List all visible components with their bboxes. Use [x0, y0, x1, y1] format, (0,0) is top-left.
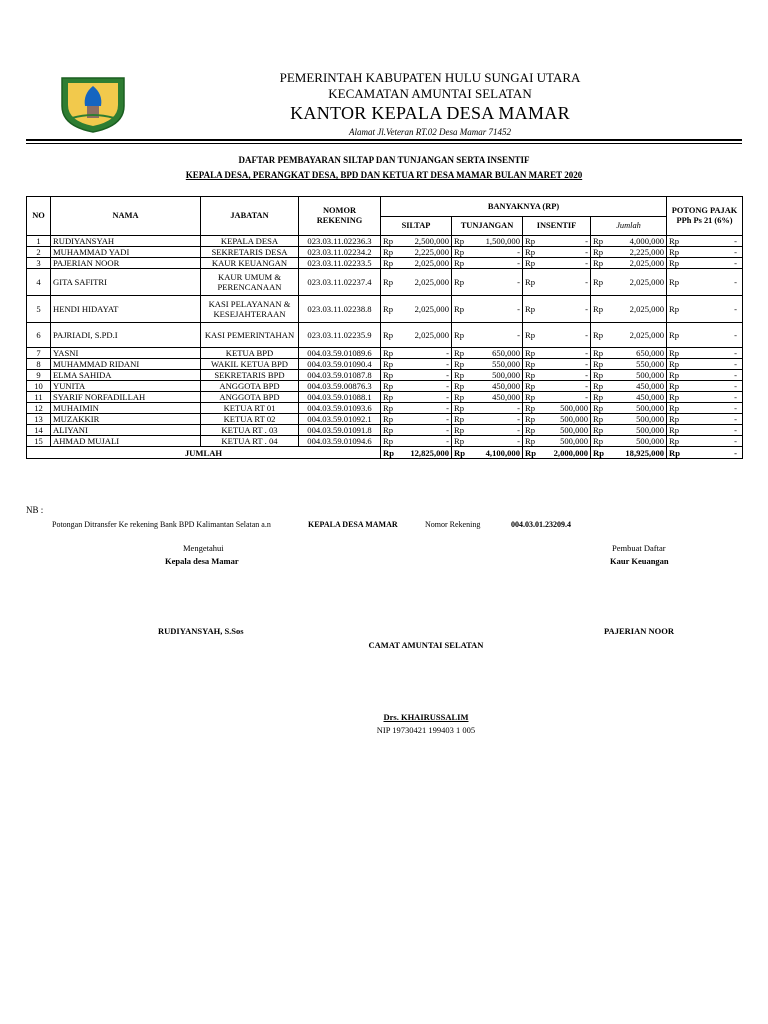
row-jabatan: ANGGOTA BPD — [201, 381, 299, 392]
row-tunjangan: - — [468, 414, 523, 425]
currency-label: Rp — [452, 269, 468, 296]
row-insentif: - — [539, 348, 591, 359]
currency-label: Rp — [591, 436, 607, 447]
currency-label: Rp — [523, 436, 539, 447]
currency-label: Rp — [452, 436, 468, 447]
row-insentif: - — [539, 381, 591, 392]
row-insentif: 500,000 — [539, 414, 591, 425]
currency-label: Rp — [591, 296, 607, 323]
row-insentif: 500,000 — [539, 436, 591, 447]
row-pajak: Rp - — [667, 247, 743, 258]
right-signature-title: Pembuat Daftar — [612, 543, 666, 553]
currency-label: Rp — [452, 381, 468, 392]
row-jabatan: KASI PELAYANAN & KESEJAHTERAAN — [201, 296, 299, 323]
row-nama: MUZAKKIR — [51, 414, 201, 425]
table-row — [27, 381, 743, 392]
currency-label: Rp — [381, 425, 397, 436]
total-label: JUMLAH — [27, 447, 381, 459]
total-tunjangan: 4,100,000 — [468, 447, 523, 459]
row-nama: MUHAMMAD YADI — [51, 247, 201, 258]
currency-label: Rp — [452, 447, 468, 459]
currency-label: Rp — [591, 392, 607, 403]
currency-label: Rp — [523, 236, 539, 247]
row-pajak: Rp - — [667, 370, 743, 381]
header-no: NO — [27, 197, 51, 236]
row-insentif: - — [539, 392, 591, 403]
currency-label: Rp — [381, 447, 397, 459]
currency-label: Rp — [381, 247, 397, 258]
currency-label: Rp — [381, 236, 397, 247]
currency-label: Rp — [381, 296, 397, 323]
currency-label: Rp — [591, 381, 607, 392]
row-rekening: 004.03.59.01087.8 — [299, 370, 381, 381]
currency-label: Rp — [381, 269, 397, 296]
row-insentif: - — [539, 296, 591, 323]
row-insentif: - — [539, 370, 591, 381]
table-row — [27, 296, 743, 323]
payment-table — [26, 196, 743, 459]
row-tunjangan: 550,000 — [468, 359, 523, 370]
currency-label: Rp — [381, 258, 397, 269]
currency-label: Rp — [523, 414, 539, 425]
row-nama: ELMA SAHIDA — [51, 370, 201, 381]
letterhead-district: KECAMATAN AMUNTAI SELATAN — [328, 86, 532, 101]
currency-label: Rp — [591, 236, 607, 247]
row-jabatan: ANGGOTA BPD — [201, 392, 299, 403]
row-pajak: Rp - — [667, 359, 743, 370]
row-jumlah: 2,025,000 — [607, 323, 667, 348]
row-tunjangan: 500,000 — [468, 370, 523, 381]
table-row — [27, 258, 743, 269]
row-tunjangan: 650,000 — [468, 348, 523, 359]
row-siltap: 2,500,000 — [397, 236, 452, 247]
row-jabatan: KETUA BPD — [201, 348, 299, 359]
document-title: DAFTAR PEMBAYARAN SILTAP DAN TUNJANGAN SERTA INSENTIF — [238, 155, 530, 165]
currency-label: Rp — [452, 323, 468, 348]
row-pajak: Rp - — [667, 414, 743, 425]
row-jumlah: 4,000,000 — [607, 236, 667, 247]
row-no: 6 — [27, 323, 51, 348]
row-siltap: 2,025,000 — [397, 296, 452, 323]
row-nama: RUDIYANSYAH — [51, 236, 201, 247]
letterhead-address: Alamat Jl.Veteran RT.02 Desa Mamar 71452 — [348, 127, 512, 137]
letterhead-office: KANTOR KEPALA DESA MAMAR — [290, 103, 570, 123]
currency-label: Rp — [381, 381, 397, 392]
header-nama: NAMA — [51, 197, 201, 236]
row-jabatan: KETUA RT . 04 — [201, 436, 299, 447]
letterhead-divider — [26, 139, 742, 141]
table-row — [27, 392, 743, 403]
table-row — [27, 403, 743, 414]
row-jumlah: 450,000 — [607, 381, 667, 392]
table-row — [27, 436, 743, 447]
row-siltap: - — [397, 392, 452, 403]
currency-label: Rp — [523, 447, 539, 459]
row-insentif: 500,000 — [539, 403, 591, 414]
row-nama: GITA SAFITRI — [51, 269, 201, 296]
row-siltap: 2,025,000 — [397, 258, 452, 269]
total-pajak: Rp - — [667, 447, 743, 459]
row-siltap: 2,225,000 — [397, 247, 452, 258]
row-pajak: Rp - — [667, 296, 743, 323]
currency-label: Rp — [591, 258, 607, 269]
left-signature-role: Kepala desa Mamar — [165, 556, 239, 566]
row-siltap: - — [397, 370, 452, 381]
left-signature-title: Mengetahui — [183, 543, 224, 553]
row-nama: AHMAD MUJALI — [51, 436, 201, 447]
currency-label: Rp — [381, 403, 397, 414]
header-jumlah: Jumlah — [591, 217, 667, 236]
row-pajak: Rp - — [667, 236, 743, 247]
header-rekening: NOMOR REKENING — [299, 197, 381, 236]
row-no: 11 — [27, 392, 51, 403]
table-row — [27, 247, 743, 258]
total-jumlah: 18,925,000 — [607, 447, 667, 459]
currency-label: Rp — [523, 359, 539, 370]
currency-label: Rp — [591, 414, 607, 425]
row-insentif: 500,000 — [539, 425, 591, 436]
currency-label: Rp — [452, 236, 468, 247]
account-label: Nomor Rekening — [425, 520, 481, 529]
currency-label: Rp — [523, 269, 539, 296]
row-pajak: Rp - — [667, 258, 743, 269]
row-rekening: 004.03.59.01094.6 — [299, 436, 381, 447]
row-pajak: Rp - — [667, 425, 743, 436]
header-siltap: SILTAP — [381, 217, 452, 236]
row-tunjangan: - — [468, 269, 523, 296]
currency-label: Rp — [523, 247, 539, 258]
row-jumlah: 450,000 — [607, 392, 667, 403]
row-rekening: 004.03.59.01090.4 — [299, 359, 381, 370]
row-insentif: - — [539, 359, 591, 370]
row-jumlah: 500,000 — [607, 370, 667, 381]
center-signature-name: Drs. KHAIRUSSALIM — [383, 712, 469, 722]
currency-label: Rp — [591, 403, 607, 414]
row-siltap: - — [397, 425, 452, 436]
row-rekening: 004.03.59.01088.1 — [299, 392, 381, 403]
row-nama: ALIYANI — [51, 425, 201, 436]
currency-label: Rp — [452, 348, 468, 359]
row-siltap: - — [397, 381, 452, 392]
currency-label: Rp — [591, 323, 607, 348]
currency-label: Rp — [523, 392, 539, 403]
row-insentif: - — [539, 247, 591, 258]
row-jabatan: KETUA RT . 03 — [201, 425, 299, 436]
currency-label: Rp — [452, 247, 468, 258]
row-nama: MUHAMMAD RIDANI — [51, 359, 201, 370]
row-rekening: 004.03.59.01092.1 — [299, 414, 381, 425]
center-signature-nip: NIP 19730421 199403 1 005 — [376, 725, 476, 735]
row-jabatan: KAUR UMUM & PERENCANAAN — [201, 269, 299, 296]
row-rekening: 004.03.59.01089.6 — [299, 348, 381, 359]
currency-label: Rp — [452, 258, 468, 269]
header-jabatan: JABATAN — [201, 197, 299, 236]
row-jumlah: 2,025,000 — [607, 258, 667, 269]
row-siltap: - — [397, 359, 452, 370]
currency-label: Rp — [452, 414, 468, 425]
header-banyaknya: BANYAKNYA (RP) — [381, 197, 667, 217]
row-siltap: - — [397, 436, 452, 447]
table-row — [27, 348, 743, 359]
row-siltap: 2,025,000 — [397, 269, 452, 296]
header-insentif: INSENTIF — [523, 217, 591, 236]
row-tunjangan: 450,000 — [468, 381, 523, 392]
currency-label: Rp — [452, 296, 468, 323]
document-subtitle: KEPALA DESA, PERANGKAT DESA, BPD DAN KETUA RT DESA MAMAR BULAN MARET 2020 — [185, 170, 583, 180]
currency-label: Rp — [381, 323, 397, 348]
row-tunjangan: - — [468, 296, 523, 323]
account-number: 004.03.01.23209.4 — [511, 520, 571, 529]
row-no: 10 — [27, 381, 51, 392]
row-tunjangan: - — [468, 323, 523, 348]
right-signature-role: Kaur Keuangan — [610, 556, 669, 566]
currency-label: Rp — [381, 392, 397, 403]
transfer-note: Potongan Ditransfer Ke rekening Bank BPD Kalimantan Selatan a.n — [52, 520, 271, 529]
regency-emblem-logo — [52, 72, 134, 134]
row-no: 9 — [27, 370, 51, 381]
row-nama: YUNITA — [51, 381, 201, 392]
row-no: 15 — [27, 436, 51, 447]
row-jumlah: 2,025,000 — [607, 296, 667, 323]
letterhead-divider-thin — [26, 143, 742, 144]
table-row — [27, 236, 743, 247]
currency-label: Rp — [452, 359, 468, 370]
row-no: 8 — [27, 359, 51, 370]
header-tunjangan: TUNJANGAN — [452, 217, 523, 236]
total-siltap: 12,825,000 — [397, 447, 452, 459]
table-row — [27, 359, 743, 370]
row-pajak: Rp - — [667, 348, 743, 359]
row-jabatan: KAUR KEUANGAN — [201, 258, 299, 269]
row-rekening: 023.03.11.02238.8 — [299, 296, 381, 323]
row-no: 12 — [27, 403, 51, 414]
currency-label: Rp — [452, 403, 468, 414]
currency-label: Rp — [381, 359, 397, 370]
table-row — [27, 370, 743, 381]
row-nama: SYARIF NORFADILLAH — [51, 392, 201, 403]
row-jumlah: 500,000 — [607, 414, 667, 425]
row-insentif: - — [539, 258, 591, 269]
row-jumlah: 2,025,000 — [607, 269, 667, 296]
nb-label: NB : — [26, 505, 44, 515]
currency-label: Rp — [452, 425, 468, 436]
row-rekening: 023.03.11.02234.2 — [299, 247, 381, 258]
row-nama: MUHAIMIN — [51, 403, 201, 414]
currency-label: Rp — [591, 370, 607, 381]
left-signature-name: RUDIYANSYAH, S.Sos — [158, 626, 244, 636]
row-no: 7 — [27, 348, 51, 359]
row-jumlah: 500,000 — [607, 403, 667, 414]
row-no: 2 — [27, 247, 51, 258]
row-insentif: - — [539, 323, 591, 348]
row-pajak: Rp - — [667, 269, 743, 296]
row-rekening: 023.03.11.02233.5 — [299, 258, 381, 269]
currency-label: Rp — [523, 296, 539, 323]
row-jumlah: 2,225,000 — [607, 247, 667, 258]
currency-label: Rp — [381, 414, 397, 425]
currency-label: Rp — [523, 425, 539, 436]
currency-label: Rp — [381, 370, 397, 381]
row-no: 1 — [27, 236, 51, 247]
total-row — [27, 447, 743, 459]
row-jumlah: 550,000 — [607, 359, 667, 370]
table-row — [27, 269, 743, 296]
currency-label: Rp — [591, 359, 607, 370]
account-name: KEPALA DESA MAMAR — [308, 520, 398, 529]
row-siltap: - — [397, 414, 452, 425]
row-jabatan: KETUA RT 01 — [201, 403, 299, 414]
table-row — [27, 414, 743, 425]
currency-label: Rp — [591, 447, 607, 459]
header-potong-pajak: POTONG PAJAK PPh Ps 21 (6%) — [667, 197, 743, 236]
row-pajak: Rp - — [667, 381, 743, 392]
row-jabatan: WAKIL KETUA BPD — [201, 359, 299, 370]
row-jabatan: KASI PEMERINTAHAN — [201, 323, 299, 348]
row-pajak: Rp - — [667, 436, 743, 447]
row-pajak: Rp - — [667, 323, 743, 348]
letterhead-government: PEMERINTAH KABUPATEN HULU SUNGAI UTARA — [279, 70, 581, 85]
currency-label: Rp — [523, 381, 539, 392]
row-jumlah: 500,000 — [607, 425, 667, 436]
row-pajak: Rp - — [667, 403, 743, 414]
row-jabatan: KEPALA DESA — [201, 236, 299, 247]
row-rekening: 023.03.11.02235.9 — [299, 323, 381, 348]
row-no: 14 — [27, 425, 51, 436]
currency-label: Rp — [523, 403, 539, 414]
row-tunjangan: - — [468, 258, 523, 269]
row-rekening: 023.03.11.02236.3 — [299, 236, 381, 247]
currency-label: Rp — [523, 258, 539, 269]
currency-label: Rp — [381, 436, 397, 447]
currency-label: Rp — [591, 247, 607, 258]
row-jumlah: 500,000 — [607, 436, 667, 447]
row-tunjangan: - — [468, 403, 523, 414]
row-siltap: - — [397, 348, 452, 359]
row-rekening: 004.03.59.01093.6 — [299, 403, 381, 414]
row-jabatan: SEKRETARIS BPD — [201, 370, 299, 381]
table-row — [27, 425, 743, 436]
currency-label: Rp — [591, 348, 607, 359]
row-nama: YASNI — [51, 348, 201, 359]
total-insentif: 2,000,000 — [539, 447, 591, 459]
row-insentif: - — [539, 236, 591, 247]
row-pajak: Rp - — [667, 392, 743, 403]
row-jabatan: SEKRETARIS DESA — [201, 247, 299, 258]
row-nama: HENDI HIDAYAT — [51, 296, 201, 323]
currency-label: Rp — [452, 370, 468, 381]
row-no: 3 — [27, 258, 51, 269]
row-jumlah: 650,000 — [607, 348, 667, 359]
row-rekening: 023.03.11.02237.4 — [299, 269, 381, 296]
right-signature-name: PAJERIAN NOOR — [604, 626, 674, 636]
row-siltap: 2,025,000 — [397, 323, 452, 348]
currency-label: Rp — [523, 348, 539, 359]
row-rekening: 004.03.59.01091.8 — [299, 425, 381, 436]
table-row — [27, 323, 743, 348]
row-tunjangan: 1,500,000 — [468, 236, 523, 247]
row-tunjangan: - — [468, 436, 523, 447]
currency-label: Rp — [523, 323, 539, 348]
row-nama: PAJRIADI, S.PD.I — [51, 323, 201, 348]
row-no: 4 — [27, 269, 51, 296]
currency-label: Rp — [591, 269, 607, 296]
row-tunjangan: - — [468, 425, 523, 436]
row-no: 5 — [27, 296, 51, 323]
row-insentif: - — [539, 269, 591, 296]
currency-label: Rp — [591, 425, 607, 436]
row-nama: PAJERIAN NOOR — [51, 258, 201, 269]
currency-label: Rp — [523, 370, 539, 381]
row-rekening: 004.03.59.00876.3 — [299, 381, 381, 392]
row-siltap: - — [397, 403, 452, 414]
currency-label: Rp — [381, 348, 397, 359]
row-jabatan: KETUA RT 02 — [201, 414, 299, 425]
row-no: 13 — [27, 414, 51, 425]
row-tunjangan: - — [468, 247, 523, 258]
currency-label: Rp — [452, 392, 468, 403]
center-signature-role: CAMAT AMUNTAI SELATAN — [368, 640, 484, 650]
row-tunjangan: 450,000 — [468, 392, 523, 403]
